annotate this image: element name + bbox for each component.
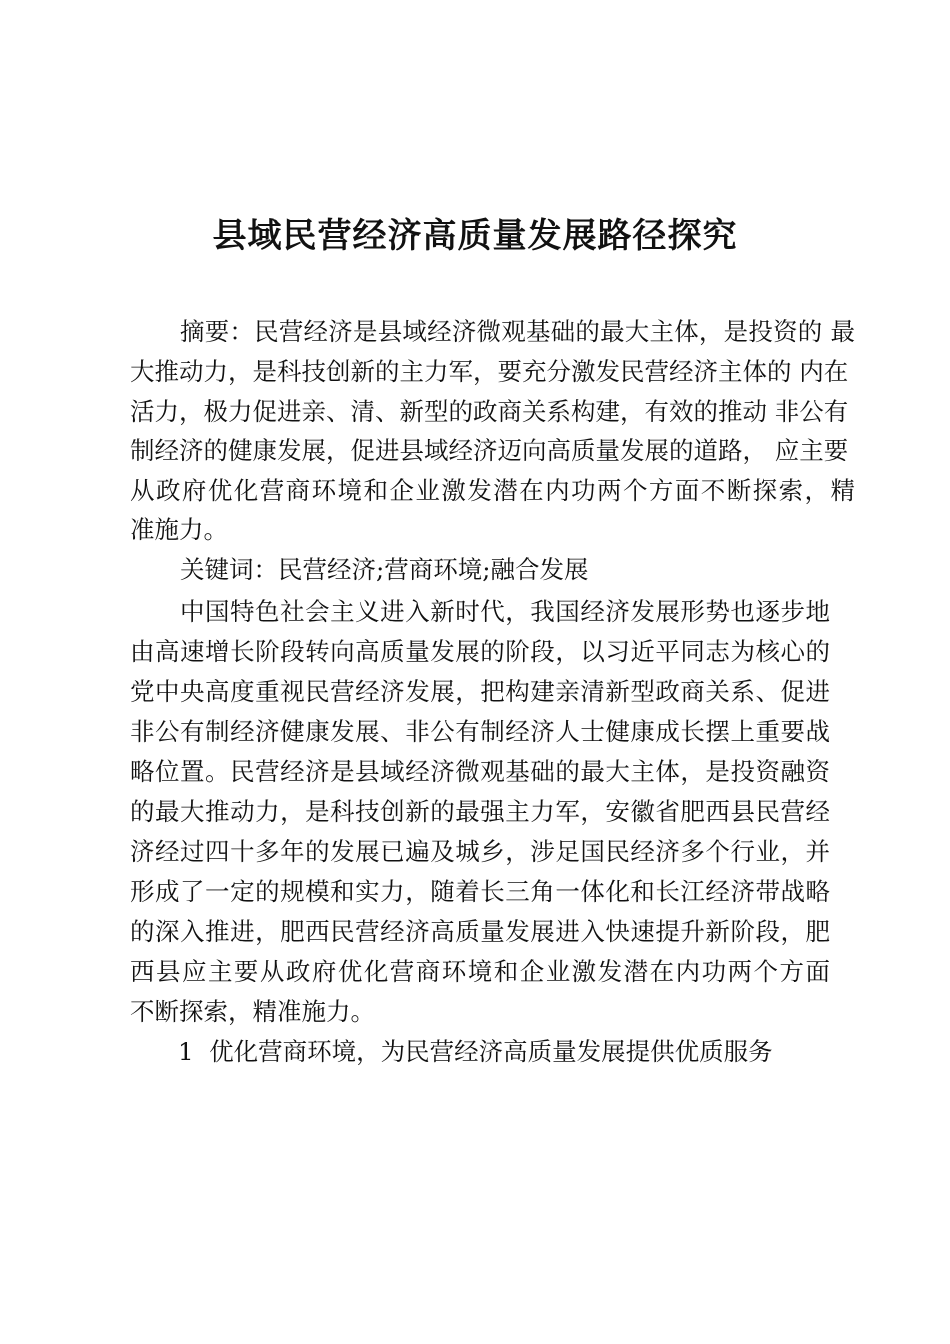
abstract-line: 大推动力，是科技创新的主力军，要充分激发民营经济主体的 内在	[130, 357, 849, 386]
keywords-line: 关键词：民营经济;营商环境;融合发展	[180, 555, 589, 584]
abstract-line: 从政府优化营商环境和企业激发潜在内功两个方面不断探索，精	[130, 476, 855, 505]
body-line: 不断探索，精准施力。	[130, 997, 375, 1026]
body-line: 的深入推进，肥西民营经济高质量发展进入快速提升新阶段，肥	[130, 917, 830, 946]
body-line: 西县应主要从政府优化营商环境和企业激发潜在内功两个方面	[130, 957, 830, 986]
body-line: 非公有制经济健康发展、非公有制经济人士健康成长摆上重要战	[130, 717, 830, 746]
body-line: 略位置。民营经济是县域经济微观基础的最大主体，是投资融资	[130, 757, 830, 786]
body-line: 党中央高度重视民营经济发展，把构建亲清新型政商关系、促进	[130, 677, 830, 706]
document-title: 县域民营经济高质量发展路径探究	[212, 216, 738, 256]
abstract-line: 活力，极力促进亲、清、新型的政商关系构建，有效的推动 非公有	[130, 397, 849, 426]
abstract-line: 摘要：民营经济是县域经济微观基础的最大主体，是投资的 最	[180, 317, 855, 346]
body-line: 形成了一定的规模和实力，随着长三角一体化和长江经济带战略	[130, 877, 830, 906]
abstract-line: 准施力。	[130, 515, 228, 544]
body-line: 中国特色社会主义进入新时代，我国经济发展形势也逐步地	[180, 597, 830, 626]
abstract-line: 制经济的健康发展，促进县域经济迈向高质量发展的道路， 应主要	[130, 436, 849, 465]
body-line: 济经过四十多年的发展已遍及城乡，涉足国民经济多个行业，并	[130, 837, 830, 866]
section-heading: 1 优化营商环境，为民营经济高质量发展提供优质服务	[178, 1037, 773, 1066]
body-line: 由高速增长阶段转向高质量发展的阶段，以习近平同志为核心的	[130, 637, 830, 666]
body-line: 的最大推动力，是科技创新的最强主力军，安徽省肥西县民营经	[130, 797, 830, 826]
